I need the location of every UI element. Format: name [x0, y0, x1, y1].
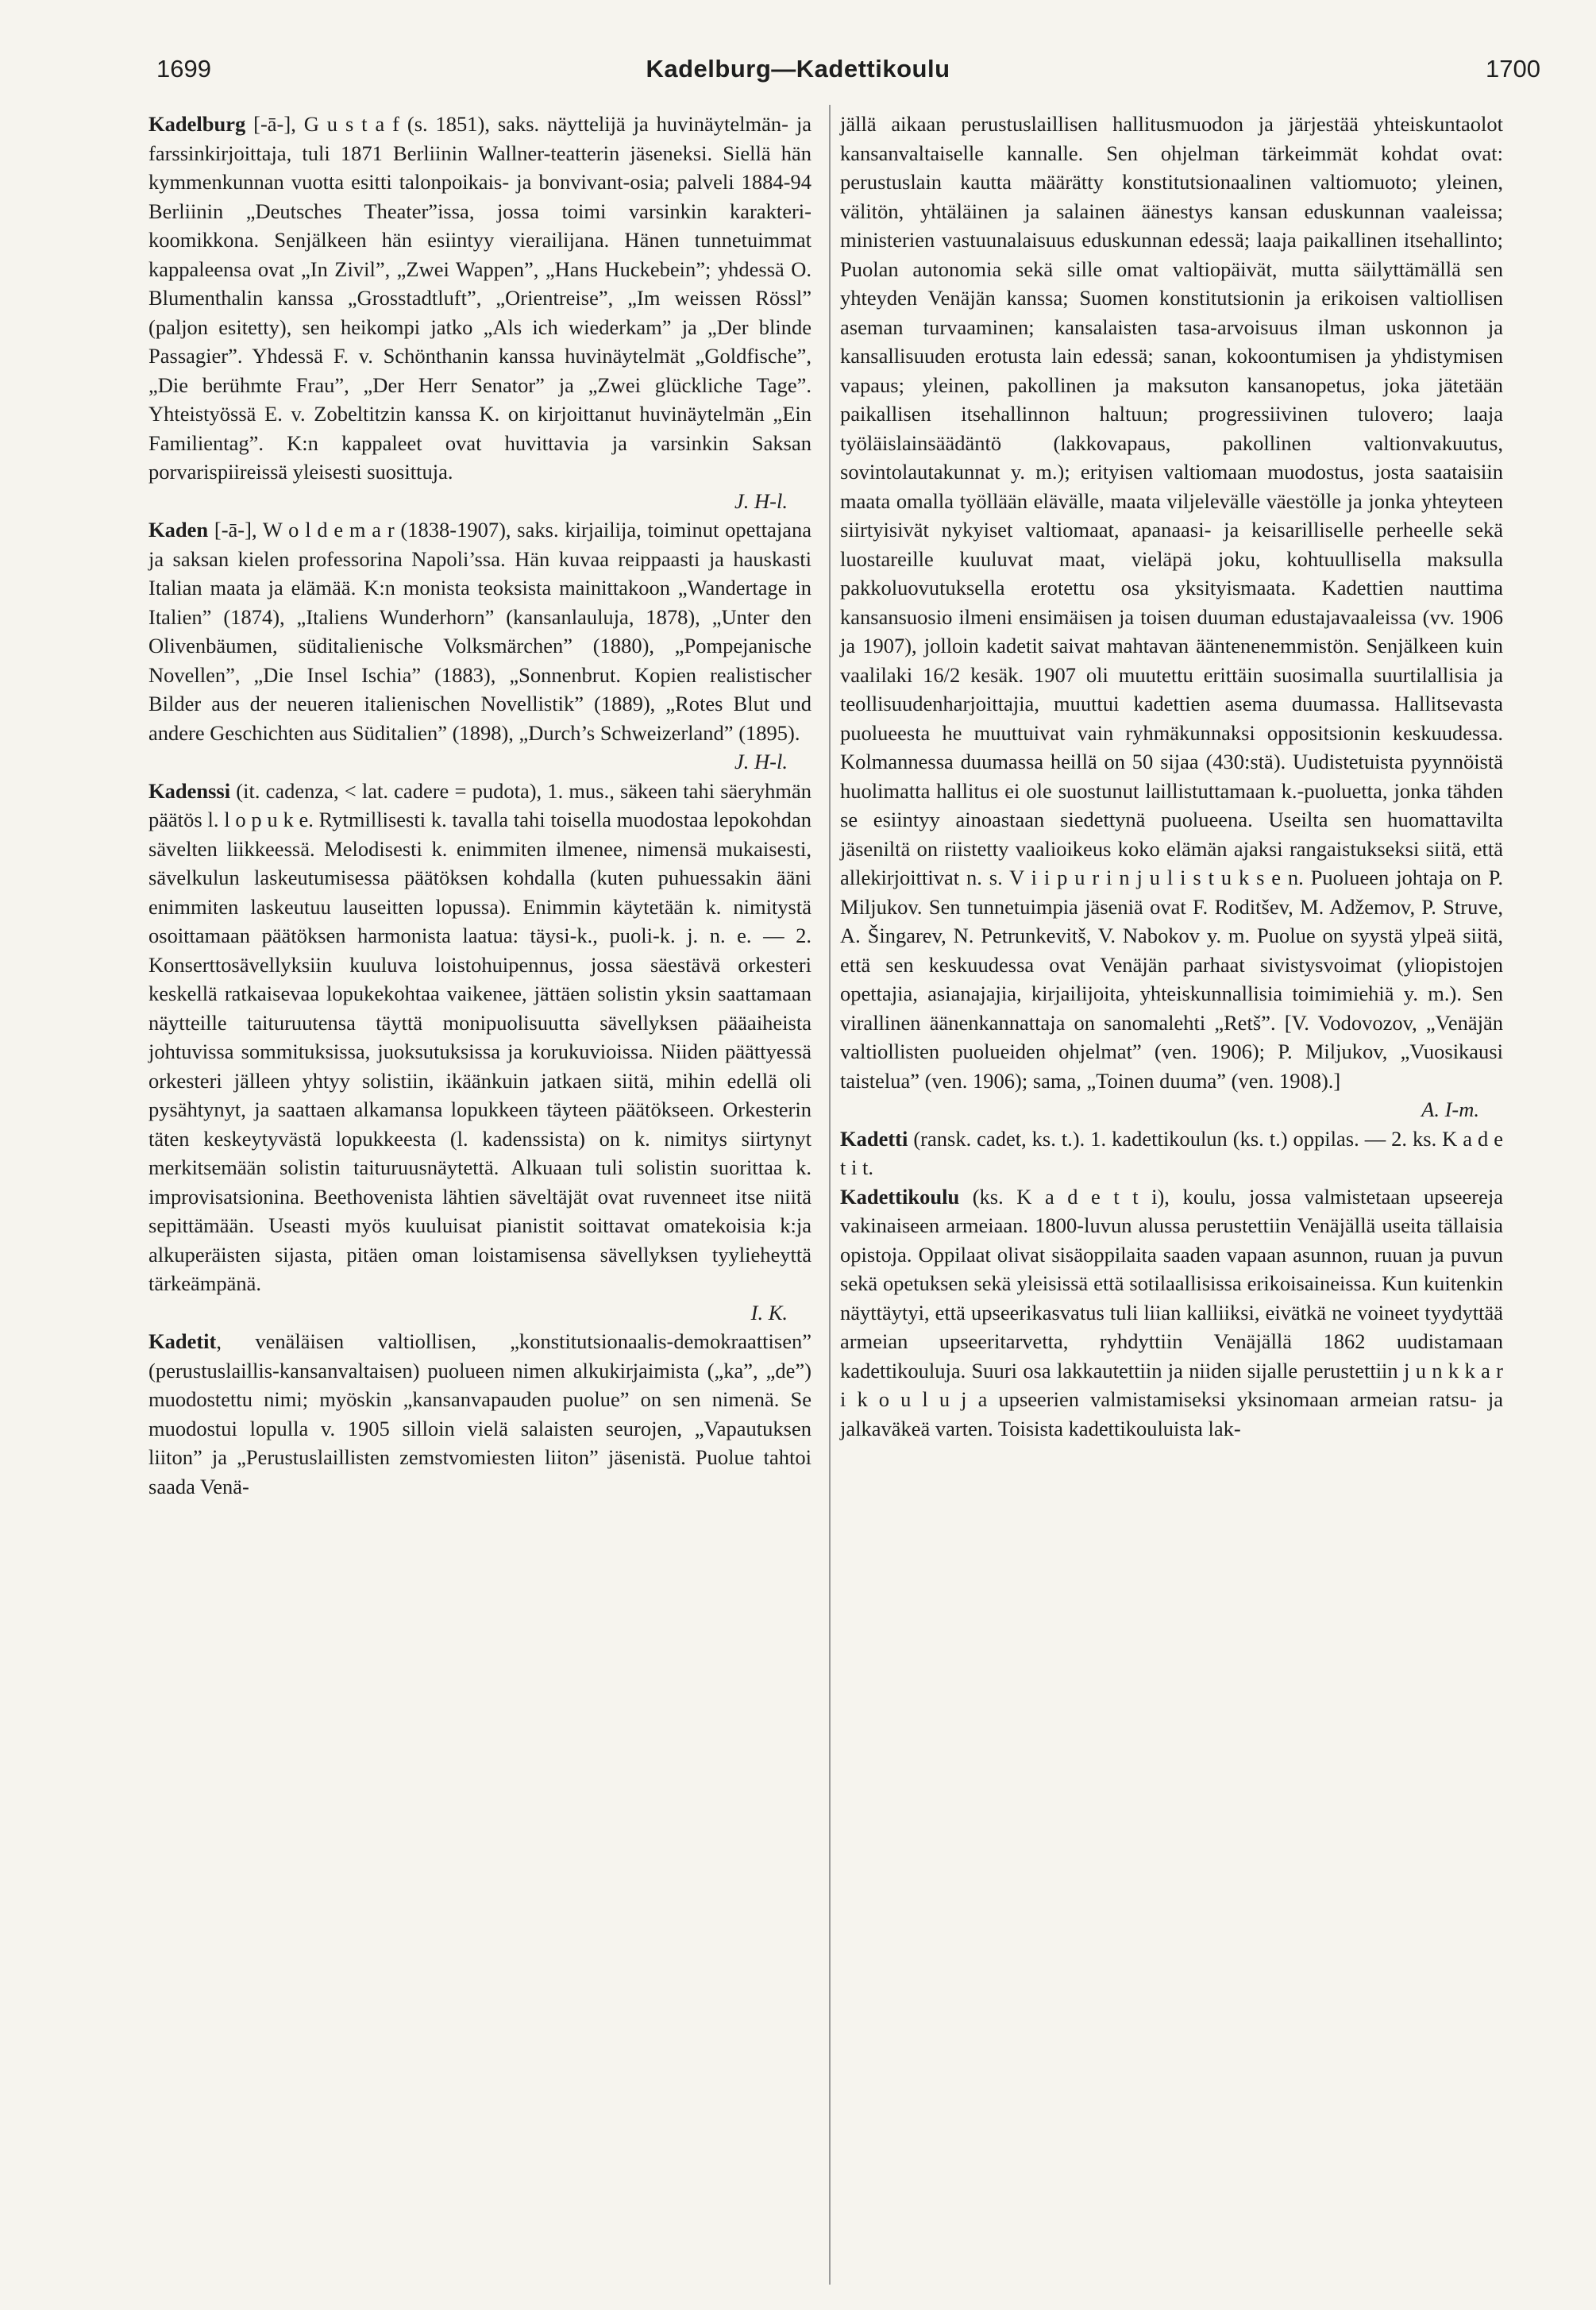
entry-headword: Kadelburg — [148, 112, 246, 136]
running-title: Kadelburg—Kadettikoulu — [646, 55, 950, 83]
entry-signature: J. H-l. — [734, 750, 788, 773]
entry-text: [-ā-], G u s t a f (s. 1851), saks. näyttelijä ja huvinäytelmän- ja farssinkirjoittaja, tuli 1871 Berliinin Wallner-teatterin jäseneksi. Siellä hän kymmenkunnan vuotta esitti talonpoikais- ja bonvivant-osia; palveli 1884-94 Berliinin „Deutsches Theater”issa, jossa toimi varsinkin karakteri-koomikkona. Senjälkeen hän esiintyy vierailijana. Hänen tunnetuimmat kappaleensa ovat „In Zivil”, „Zwei Wappen”, „Hans Huckebein”; yhdessä O. Blumenthalin kanssa „Grosstadtluft”, „Orientreise”, „Im weissen Rössl” (paljon esitetty), sen heikompi jatko „Als ich wiederkam” ja „Der blinde Passagier”. Yhdessä F. v. Schönthanin kanssa huvinäytelmät „Goldfische”, „Die berühmte Frau”, „Der Herr Senator” ja „Zwei glückliche Tage”. Yhteistyössä E. v. Zobeltitzin kanssa K. on kirjoittanut huvinäytelmän „Ein Familientag”. K:n kappaleet ovat huvittavia ja varsinkin Saksan porvarispiireissä yleisesti suosittuja. — [148, 112, 811, 484]
entry-headword: Kadetit — [148, 1329, 217, 1353]
entry-kadettikoulu — [840, 1182, 1503, 1444]
right-page-number: 1700 — [1486, 55, 1540, 83]
running-header — [0, 51, 1596, 87]
entry-kadetit — [148, 1327, 811, 1501]
entry-kadetit-continued — [840, 110, 1503, 1124]
entry-headword: Kadetti — [840, 1126, 908, 1151]
entry-signature: A. I-m. — [1421, 1097, 1479, 1121]
entry-text: jällä aikaan perustuslaillisen hallitusmuodon ja järjestää yhteiskuntaolot kansanvaltaiselle kannalle. Sen ohjelman tärkeimmät kohdat ovat: perustuslain kautta määrätty konstitutsionaalinen valtiomuoto; yleinen, välitön, yhtäläinen ja salainen äänestys kansan eduskunnan vaaleissa; ministerien vastuunalaisuus eduskunnan edessä; laaja paikallinen itsehallinto; Puolan autonomia sekä sille omat valtiopäivät, mutta säilyttämällä sen yhteyden Venäjän kanssa; Suomen konstitutsionin ja erikoisen valtiollisen aseman turvaaminen; kansalaisten tasa-arvoisuus ilman uskonnon ja kansallisuuden erotusta lain edessä; sanan, kokoontumisen ja yhdistymisen vapaus; yleinen, pakollinen ja maksuton kansanopetus, joka jätetään paikallisen itsehallinnon haltuun; progressiivinen tulovero; laaja työläislainsäädäntö (lakkovapaus, pakollinen valtionvakuutus, sovintolautakunnat y. m.); erityisen valtiomaan muodostus, josta saataisiin maata omalla työllään elävälle, maata viljelevälle väestölle ja jonka yhteyteen siirtyisivät nykyiset valtiomaat, apanaasi- ja keisarilliselle perheelle sekä luostareille kuuluvat maat, vieläpä joku, kohtuullisella maksulla pakkoluovutuksella erotettu osa yksityismaata. Kadettien nauttima kansansuosio ilmeni ensimäisen ja toisen duuman edustajavaaleissa (vv. 1906 ja 1907), jolloin kadetit saivat mahtavan ääntenenemmistön. Senjälkeen kuin vaalilaki 16/2 kesäk. 1907 oli muutettu erittäin suosimalla suurtilallisia ja teollisuudenharjoittajia, muuttui kadettien asema duumassa. Hallitsevasta puolueesta he muuttuivat vain ryhmäkunnaksi oppositsionin keskuudessa. Kolmannessa duumassa heillä on 50 sijaa (430:stä). Uudistetuista pyynnöistä huolimatta hallitus ei ole suostunut laillistuttamaan k.-puoluetta, jonka tähden se esiintyy ainoastaan siedettynä puolueena. Useilta sen huomattavilta jäseniltä on riistetty vaalioikeus koko elämän ajaksi rangaistukseksi siitä, että allekirjoittivat n. s. V i i p u r i n j u l i s t u k s e n. Puolueen johtaja on P. Miljukov. Sen tunnetuimpia jäseniä ovat F. Roditšev, M. Adžemov, P. Struve, A. Šingarev, N. Petrunkevitš, V. Nabokov y. m. Puolue on syystä ylpeä siitä, että sen keskuudessa ovat Venäjän parhaat sivistysvoimat (yliopistojen opettajia, asianajajia, kirjailijoita, yhteiskunnallisia toimimiehiä y. m.). Sen virallinen äänenkannattaja on sanomalehti „Retš”. [V. Vodovozov, „Venäjän valtiollisten puolueiden ohjelmat” (ven. 1906); P. Miljukov, „Vuosikausi taistelua” (ven. 1906); sama, „Toinen duuma” (ven. 1908).] — [840, 112, 1503, 1093]
entry-kadenssi — [148, 777, 811, 1328]
entry-headword: Kadettikoulu — [840, 1184, 960, 1209]
entry-text: (ransk. cadet, ks. t.). 1. kadettikoulun (ks. t.) oppilas. — 2. ks. K a d e t i t. — [840, 1126, 1503, 1179]
left-page-number: 1699 — [156, 55, 211, 83]
entry-kadelburg — [148, 110, 811, 515]
entry-kadetti — [840, 1124, 1503, 1182]
entry-headword: Kadenssi — [148, 778, 231, 803]
entry-signature: I. K. — [750, 1300, 788, 1325]
right-column — [840, 110, 1503, 1443]
entry-text: (ks. K a d e t t i), koulu, jossa valmistetaan upseereja vakinaiseen armeiaan. 1800-luvun alussa perustettiin Venäjällä useita tällaisia opistoja. Oppilaat olivat sisäoppilaita saaden vapaan asunnon, ruuan ja puvun sekä opetuksen sekä yleisissä että sotilaallisissa erikoisaineissa. Kun kuitenkin näyttäytyi, että upseerikasvatus tuli liian kalliiksi, eivätkä ne voineet tyydyttää armeian upseeritarvetta, ryhdyttiin Venäjällä 1862 uudistamaan kadettikouluja. Suuri osa lakkautettiin ja niiden sijalle perustettiin j u n k k a r i k o u l u j a upseerien valmistamiseksi yksinomaan armeian ratsu- ja jalkaväkeä varten. Toisista kadettikouluista lak- — [840, 1184, 1503, 1440]
left-column — [148, 110, 811, 1501]
entry-text: [-ā-], W o l d e m a r (1838-1907), saks. kirjailija, toiminut opettajana ja saksan kielen professorina Napoli’ssa. Hän kuvaa reippaasti ja hauskasti Italian maata ja elämää. K:n monista teoksista mainittakoon „Wandertage in Italien” (1874), „Italiens Wunderhorn” (kansanlauluja, 1878), „Unter den Olivenbäumen, süditalienische Volksmärchen” (1880), „Pompejanische Novellen”, „Die Insel Ischia” (1883), „Sonnenbrut. Kopien realistischer Bilder aus der neueren italienischen Novellistik” (1889), „Rotes Blut und andere Geschichten aus Süditalien” (1898), „Durch’s Schweizerland” (1895). — [148, 518, 811, 745]
entry-text: , venäläisen valtiollisen, „konstitutsionaalis-demokraattisen” (perustuslaillis-kansanvaltaisen) puolueen nimen alkukirjaimista („ka”, „de”) muodostettu nimi; myöskin „kansanvapauden puolue” on sen nimenä. Se muodostui lopulla v. 1905 silloin vielä salaisten seurojen, „Vapautuksen liiton” ja „Perustuslaillisten zemstvomiesten liiton” jäsenistä. Puolue tahtoi saada Venä- — [148, 1329, 811, 1498]
entry-kaden — [148, 515, 811, 777]
entry-signature: J. H-l. — [734, 488, 788, 513]
entry-text: (it. cadenza, < lat. cadere = pudota), 1. mus., säkeen tahi säeryhmän päätös l. l o p u k e. Rytmillisesti k. tavalla tahi toisella muodostaa lepokohdan sävelten liikkeessä. Melodisesti k. enimmiten ilmenee, nimensä mukaisesti, sävelkulun laskeutumisessa päätöksen kohdalla (kuten puhuessakin ääni enimmiten laskeutuu lauseitten lopussa). Enimmin käytetään k. nimitystä osoittamaan päätöksen harmonista laatua: täysi-k., puoli-k. j. n. e. — 2. Konserttosävellyksiin kuuluva loistohuipennus, jossa säestävä orkesteri keskellä ratkaisevaa lopukekohtaa vaikenee, jättäen solistin yksin saattamaan näytteille taituruutensa täyttä monipuolisuutta sävellyksen pääaiheista johtuvissa sommituksissa, juoksutuksissa ja korukuvioissa. Niiden päättyessä orkesteri jälleen yhtyy solistiin, ikäänkuin jatkaen siitä, mihin edellä oli pysähtynyt, ja saattaen alkamansa lopukkeen täyteen päätökseen. Orkesterin täten keskeytyvästä lopukkeesta (l. kadenssista) on k. nimitys siirtynyt merkitsemään solistin taituruusnäytettä. Alkuaan tuli solistin suorittaa k. improvisatsionina. Beethovenista lähtien säveltäjät ovat ruvenneet itse niitä sepittämään. Useasti myös kuuluisat pianistit soittavat omatekoisia k:ja alkuperäisten sijasta, pitäen oman loistamisensa sävellyksen tyylieheyttä tärkeämpänä. — [148, 778, 811, 1295]
entry-headword: Kaden — [148, 518, 209, 542]
column-divider — [829, 105, 831, 2285]
